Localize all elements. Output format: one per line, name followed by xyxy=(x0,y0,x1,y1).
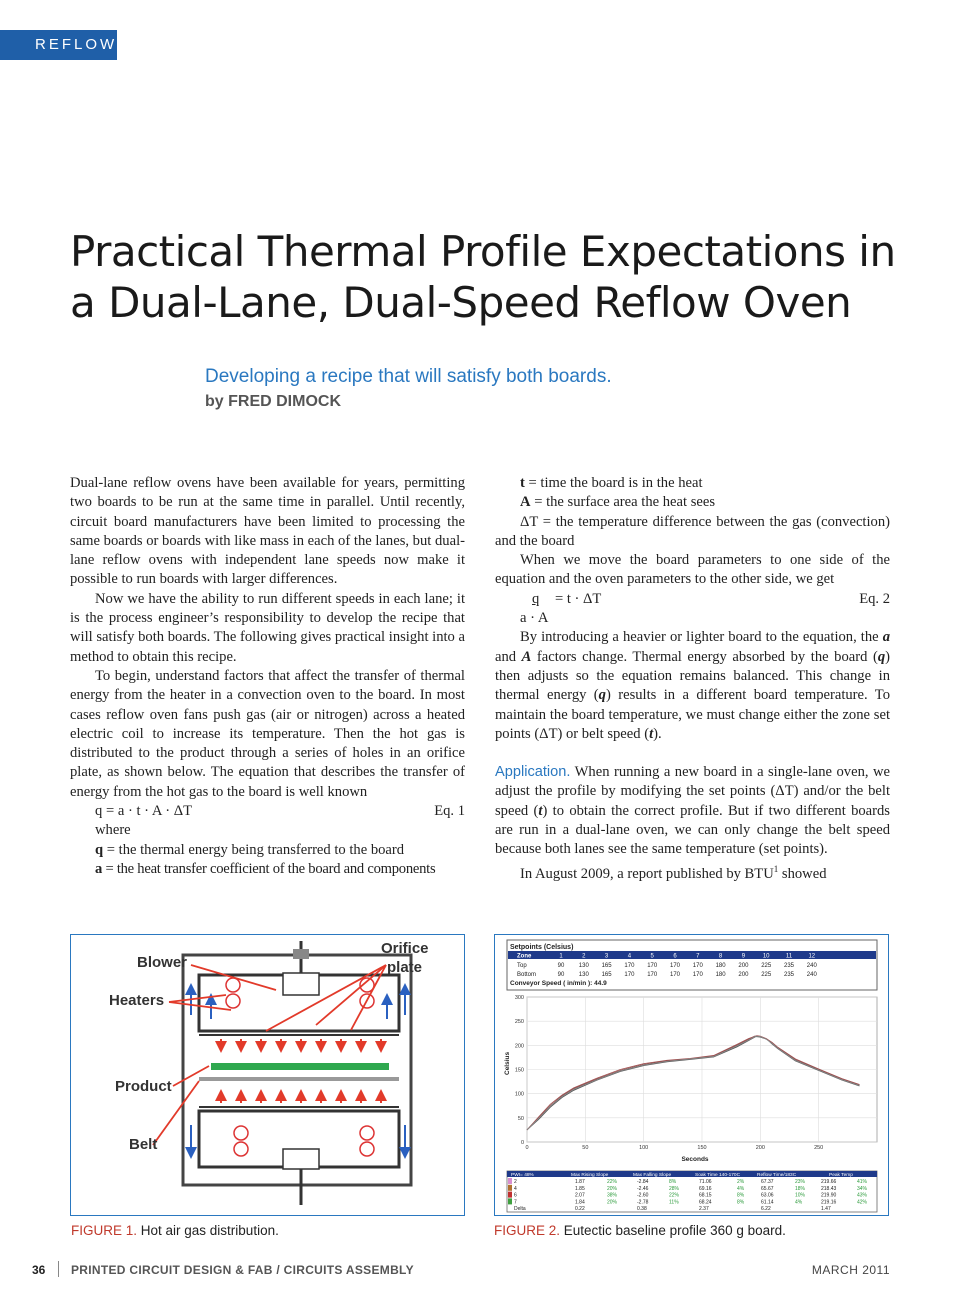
result-value: 6.22 xyxy=(761,1206,771,1213)
result-value: 68.15 xyxy=(699,1192,712,1199)
result-value: 219.66 xyxy=(821,1179,837,1185)
label-pointers xyxy=(153,965,386,1145)
result-value: 43% xyxy=(857,1192,868,1199)
result-value: 4% xyxy=(795,1199,803,1206)
symbol: A xyxy=(521,648,532,665)
result-value: -2.78 xyxy=(637,1199,649,1206)
symbol: q xyxy=(598,687,606,704)
x-tick-label: 100 xyxy=(639,1145,649,1151)
result-value: 0.38 xyxy=(637,1206,647,1213)
oven-diagram xyxy=(71,935,464,1215)
setpoint-value: 130 xyxy=(578,972,589,978)
setpoint-value: 165 xyxy=(601,972,612,978)
label-blower: Blower xyxy=(137,954,188,971)
probe-id: 6 xyxy=(514,1192,517,1199)
symbol: t xyxy=(520,475,525,491)
results-header: Max Rising Slope xyxy=(571,1173,609,1178)
setpoint-row-label: Top xyxy=(517,963,527,969)
zone-number: 12 xyxy=(808,953,816,960)
zone-number: 9 xyxy=(741,953,746,960)
setpoint-heading: Setpoints (Celsius) xyxy=(510,944,574,951)
result-value: 219.90 xyxy=(821,1192,837,1199)
y-tick-label: 150 xyxy=(514,1067,524,1074)
result-value: -2.46 xyxy=(637,1185,649,1192)
symbol: a xyxy=(95,860,103,877)
text-run: ). xyxy=(653,725,662,742)
result-value: 218.43 xyxy=(821,1185,837,1192)
result-value: 69.16 xyxy=(699,1185,712,1192)
results-header: Peak Temp xyxy=(829,1173,853,1178)
equation-expression: q = a · t · A · ΔT xyxy=(95,803,193,820)
figure-1-caption xyxy=(71,1223,279,1238)
result-value: 8% xyxy=(737,1199,745,1206)
setpoint-value: 180 xyxy=(715,972,726,978)
text-run: ) to obtain the correct profile. But if two different boards are run in a dual-lane oven, we can only change the belt speed because both lanes see the same temperature (set points). xyxy=(495,802,890,858)
zone-number: 6 xyxy=(673,953,677,960)
conveyor-belt xyxy=(199,1077,399,1081)
paragraph xyxy=(495,628,890,744)
result-value: 65.67 xyxy=(761,1185,774,1192)
page-number: 36 xyxy=(32,1263,46,1277)
setpoint-value: 240 xyxy=(806,972,817,978)
zone-number: 5 xyxy=(650,953,654,960)
results-header: Soak Time 140-170C xyxy=(695,1173,741,1178)
setpoint-value: 170 xyxy=(647,972,658,978)
probe-color-swatch xyxy=(508,1185,512,1191)
equation-2 xyxy=(495,590,890,609)
paragraph xyxy=(495,860,890,884)
y-tick-label: 250 xyxy=(514,1019,524,1026)
setpoint-value: 170 xyxy=(692,963,703,969)
y-tick-label: 50 xyxy=(517,1115,524,1122)
x-tick-label: 50 xyxy=(582,1145,589,1151)
result-value: 28% xyxy=(669,1185,680,1192)
setpoint-value: 225 xyxy=(761,963,772,969)
setpoint-value: 170 xyxy=(647,963,658,969)
setpoint-value: 170 xyxy=(692,972,703,978)
result-value: 42% xyxy=(857,1199,868,1206)
blower-motor xyxy=(293,949,309,959)
figure-1 xyxy=(70,934,465,1216)
symbol: a xyxy=(882,629,890,646)
issue-date: MARCH 2011 xyxy=(811,1263,890,1277)
text-run: and xyxy=(495,648,522,665)
paragraph xyxy=(495,763,890,859)
article-title: Practical Thermal Profile Expectations in a Dual-Lane, Dual-Speed Reflow Oven xyxy=(70,227,896,327)
results-header-bar xyxy=(507,1171,877,1177)
x-tick-label: 250 xyxy=(814,1145,824,1151)
symbol: q xyxy=(877,648,886,665)
probe-color-swatch xyxy=(508,1192,512,1198)
equation-label: Eq. 2 xyxy=(859,590,890,607)
setpoint-value: 170 xyxy=(669,963,681,969)
probe-id: 4 xyxy=(514,1185,517,1192)
paragraph: Dual-lane reflow ovens have been available for years, permitting two boards to be run at the same time in parallel. Until recently, circuit board manufacturers have been limited to processing the same boards or boards with like mass in each of the lanes, but dual-lane reflow ovens with independent lane speeds now make it possible to run boards with larger differences. xyxy=(70,475,465,588)
equation-1 xyxy=(70,802,465,821)
byline: by FRED DIMOCK xyxy=(205,393,341,410)
result-value: 34% xyxy=(857,1185,868,1192)
setpoint-value: 170 xyxy=(624,972,635,978)
label-heaters: Heaters xyxy=(109,992,165,1009)
result-value: 41% xyxy=(857,1179,868,1185)
zone-number: 1 xyxy=(559,953,563,960)
x-tick-label: 150 xyxy=(697,1145,707,1151)
y-axis-label: Celsius xyxy=(504,1051,511,1075)
airflow-arrows-up xyxy=(221,1091,381,1103)
where-text: where xyxy=(95,822,131,839)
zone-number: 2 xyxy=(582,953,586,960)
label-plate: plate xyxy=(387,959,423,976)
result-value: 22% xyxy=(669,1192,680,1199)
probe-color-swatch xyxy=(508,1205,512,1211)
figure-2-caption xyxy=(494,1223,786,1238)
label-orifice: Orifice xyxy=(381,940,429,957)
setpoint-row-label: Bottom xyxy=(517,972,537,978)
equation-rhs: = t · ΔT xyxy=(554,590,602,607)
definition-t xyxy=(495,474,890,493)
body-column-right xyxy=(495,474,890,884)
equation-expression xyxy=(520,590,601,609)
result-value: 1.87 xyxy=(575,1179,585,1185)
x-tick-label: 0 xyxy=(525,1145,529,1151)
return-air-arrows xyxy=(191,985,405,1157)
label-belt: Belt xyxy=(129,1136,158,1153)
setpoint-value: 235 xyxy=(783,963,795,969)
probe-id: 2 xyxy=(514,1179,517,1185)
text-run: ) then adjusts so the equation remains balanced. This change in thermal energy ( xyxy=(495,648,890,704)
result-value: 1.85 xyxy=(575,1185,585,1192)
symbol: q xyxy=(95,841,104,858)
definition-text: = the surface area the heat sees xyxy=(530,494,716,511)
text-run: By introducing a heavier or lighter board to the equation, the xyxy=(520,629,883,646)
setpoint-value: 240 xyxy=(806,963,817,969)
probe-id: 7 xyxy=(514,1199,517,1206)
text-run: ) results in a different board temperature. To maintain the board temperature, we must change either the zone set points (ΔT) or belt speed ( xyxy=(495,687,890,742)
definition-A xyxy=(495,493,890,512)
definition-text: = time the board is in the heat xyxy=(524,475,703,491)
probe-id: Delta xyxy=(514,1206,526,1213)
probe-color-swatch xyxy=(508,1198,512,1204)
result-value: 67.37 xyxy=(761,1179,774,1185)
result-value: 1.47 xyxy=(821,1206,831,1213)
zone-header-bar xyxy=(508,951,876,959)
result-value: 2.07 xyxy=(575,1192,585,1199)
zone-label: Zone xyxy=(517,953,532,960)
paragraph: Now we have the ability to run different speeds in each lane; it is the process engineer’s responsibility to develop the recipe that will satisfy both boards. The following gives practical insight into a method to obtain this recipe. xyxy=(70,590,465,665)
result-value: 23% xyxy=(795,1179,806,1185)
definition-a xyxy=(70,860,465,879)
conveyor-speed: Conveyor Speed ( in/min ): 44.9 xyxy=(510,980,607,987)
y-tick-labels xyxy=(515,995,524,1146)
result-value: 20% xyxy=(607,1185,618,1192)
setpoint-value: 200 xyxy=(738,972,749,978)
section-heading: Application. xyxy=(495,764,571,781)
setpoint-value: 170 xyxy=(669,972,681,978)
x-axis-label: Seconds xyxy=(681,1156,709,1163)
zone-number: 4 xyxy=(627,953,632,960)
setpoint-value: 165 xyxy=(601,963,612,969)
symbol: A xyxy=(520,494,531,511)
result-value: 8% xyxy=(669,1179,677,1185)
zone-number: 10 xyxy=(762,953,770,960)
text-run: showed xyxy=(778,865,827,882)
x-tick-labels xyxy=(525,1145,823,1151)
results-header: PWI= 48% xyxy=(511,1173,534,1178)
zone-number: 8 xyxy=(718,953,723,960)
setpoint-value: 90 xyxy=(557,972,565,978)
setpoint-value: 130 xyxy=(578,963,589,969)
probe-color-swatch xyxy=(508,1178,512,1184)
result-value: 2.37 xyxy=(699,1206,709,1213)
text-run: When running a new board in a single-lane oven, we adjust the profile by modifying the set points (ΔT) and/or the belt speed ( xyxy=(495,764,890,819)
setpoint-value: 170 xyxy=(624,963,635,969)
result-value: -2.84 xyxy=(637,1179,649,1185)
zone-number: 7 xyxy=(696,953,700,960)
setpoint-value: 90 xyxy=(557,963,565,969)
result-value: 8% xyxy=(737,1192,745,1199)
y-tick-label: 0 xyxy=(520,1140,524,1146)
equation-denominator: a · A xyxy=(520,610,549,627)
y-tick-label: 300 xyxy=(514,995,524,1001)
caption-text: Eutectic baseline profile 360 g board. xyxy=(560,1223,786,1238)
definition-q xyxy=(70,841,465,860)
result-value: 4% xyxy=(737,1185,745,1192)
result-value: 20% xyxy=(607,1199,618,1206)
setpoint-value: 225 xyxy=(761,972,772,978)
section-tab: REFLOW xyxy=(0,30,117,60)
result-value: 2% xyxy=(737,1179,745,1185)
results-header: Max Falling Slope xyxy=(633,1173,672,1178)
setpoint-value: 180 xyxy=(715,963,726,969)
result-value: 61.14 xyxy=(761,1199,774,1206)
label-product: Product xyxy=(115,1078,172,1095)
text-run: factors change. Thermal energy absorbed by the board ( xyxy=(531,648,878,665)
equation-label: Eq. 1 xyxy=(434,803,465,820)
symbol: t xyxy=(538,802,543,819)
paragraph: To begin, understand factors that affect the transfer of thermal energy from the heater in a convection oven to the board. In most cases reflow oven fans push gas (air or nitrogen) across a heated electric coil to increase its temperature. Then the hot gas is distributed to the product through a series of holes in an orifice plate, as shown below. The equation that describes the transfer of energy from the hot gas to the board is well known xyxy=(70,667,465,800)
paragraph: When we move the board parameters to one side of the equation and the oven parameters to the other side, we get xyxy=(495,552,890,588)
x-tick-label: 200 xyxy=(755,1145,765,1151)
caption-label: FIGURE 2. xyxy=(494,1223,561,1238)
result-value: 10% xyxy=(795,1192,806,1199)
zone-number: 3 xyxy=(604,953,609,960)
publication-name: PRINTED CIRCUIT DESIGN & FAB / CIRCUITS ASSEMBLY xyxy=(71,1263,414,1277)
caption-label: FIGURE 1. xyxy=(71,1223,138,1238)
product-board xyxy=(211,1063,389,1070)
symbol: t xyxy=(649,725,654,742)
result-value: 22% xyxy=(607,1179,618,1185)
result-value: 18% xyxy=(795,1185,806,1192)
lower-blower-fan xyxy=(283,1149,319,1169)
footer-divider xyxy=(58,1261,59,1277)
definition-text: = the heat transfer coefficient of the board and components xyxy=(102,860,436,877)
result-value: 38% xyxy=(607,1192,618,1199)
blower-fan xyxy=(283,973,319,995)
article-subtitle: Developing a recipe that will satisfy both boards. xyxy=(205,366,612,387)
figure-2 xyxy=(494,934,889,1216)
thermal-profile-chart xyxy=(495,935,888,1215)
setpoint-value: 235 xyxy=(783,972,795,978)
footnote-ref: 1 xyxy=(773,863,779,874)
caption-text: Hot air gas distribution. xyxy=(137,1223,279,1238)
definition-text: = the thermal energy being transferred to the board xyxy=(103,841,405,858)
equation-numerator: q xyxy=(532,590,540,607)
text-run: In August 2009, a report published by BTU xyxy=(520,865,774,882)
result-value: 68.24 xyxy=(699,1199,712,1206)
result-value: 63.06 xyxy=(761,1192,774,1199)
result-value: -2.60 xyxy=(637,1192,649,1199)
setpoint-value: 200 xyxy=(738,963,749,969)
results-header: Reflow Time/183C xyxy=(757,1173,797,1178)
y-tick-label: 100 xyxy=(514,1091,524,1098)
y-tick-label: 200 xyxy=(514,1043,524,1050)
result-value: 1.84 xyxy=(575,1199,585,1206)
result-value: 0.22 xyxy=(575,1206,585,1213)
result-value: 219.16 xyxy=(821,1199,837,1206)
airflow-arrows-down xyxy=(221,1039,381,1051)
result-value: 11% xyxy=(669,1199,679,1206)
zone-number: 11 xyxy=(785,953,793,960)
body-column-left xyxy=(70,474,465,879)
result-value: 71.06 xyxy=(699,1179,712,1185)
definition-delta-t: ΔT = the temperature difference between the gas (convection) and the board xyxy=(495,513,890,549)
results-table xyxy=(507,1171,877,1212)
